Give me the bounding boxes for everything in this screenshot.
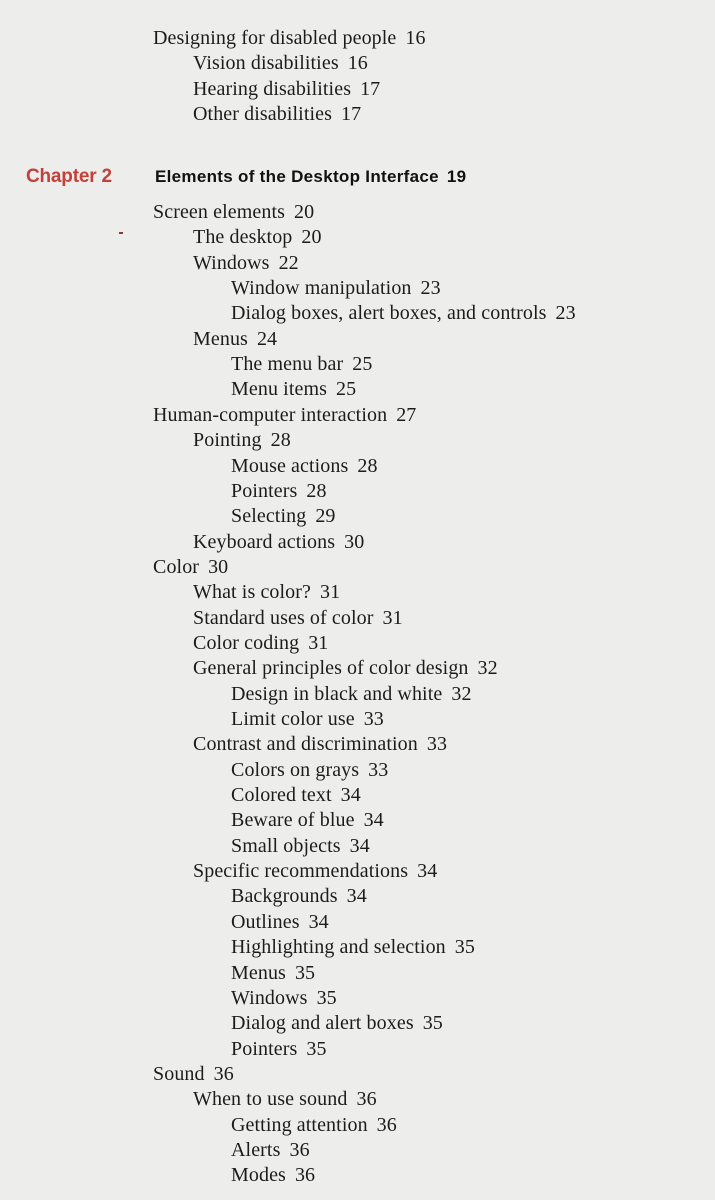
toc-entry-page-number: 31: [308, 631, 329, 654]
toc-entry: [193, 580, 340, 604]
toc-entry: [231, 352, 372, 376]
chapter-title: Elements of the Desktop Interface: [155, 167, 439, 186]
toc-entry-page-number: 16: [405, 27, 426, 49]
toc-entry-title: Sound: [153, 1062, 205, 1085]
toc-entry: [231, 682, 472, 706]
toc-entry: [193, 327, 277, 351]
toc-entry-page-number: 25: [336, 378, 357, 401]
toc-entry-page-number: 33: [368, 758, 389, 781]
toc-entry-page-number: 17: [341, 103, 362, 126]
toc-entry-title: The menu bar: [231, 353, 344, 376]
toc-entry-title: Screen elements: [153, 201, 285, 223]
toc-entry-title: What is color?: [193, 581, 312, 604]
chapter-label: Chapter 2: [26, 166, 112, 187]
toc-entry-title: The desktop: [193, 226, 293, 249]
toc-entry: [231, 808, 384, 832]
toc-entry-title: Highlighting and selection: [231, 936, 446, 959]
toc-entry-page-number: 35: [316, 986, 337, 1009]
toc-entry: [193, 102, 361, 126]
toc-entry-page-number: 27: [396, 403, 417, 426]
toc-entry-page-number: 30: [208, 555, 229, 578]
toc-entry-page-number: 25: [352, 353, 373, 376]
toc-entry: [231, 276, 441, 300]
toc-entry-page-number: 34: [363, 809, 384, 832]
toc-entry-page-number: 16: [347, 52, 368, 75]
toc-entry: [231, 479, 327, 503]
toc-entry-title: Dialog and alert boxes: [231, 1012, 414, 1035]
toc-entry: [153, 403, 416, 427]
toc-entry-title: Colored text: [231, 784, 332, 807]
chapter-heading: [155, 165, 466, 189]
toc-entry: [231, 1113, 397, 1137]
toc-entry-page-number: 35: [294, 961, 316, 984]
toc-entry: [231, 834, 370, 858]
toc-entry-page-number: 30: [344, 530, 365, 553]
toc-entry-title: Specific recommendations: [193, 860, 409, 883]
toc-entry: [193, 656, 498, 680]
toc-entry-page-number: 34: [308, 910, 329, 933]
toc-entry: [153, 26, 426, 50]
toc-entry: [193, 631, 328, 655]
toc-entry-page-number: 20: [301, 226, 322, 249]
toc-entry-title: Menus: [231, 961, 286, 984]
toc-entry: [231, 504, 336, 528]
toc-entry-title: Beware of blue: [231, 809, 355, 832]
toc-entry-title: Outlines: [231, 910, 300, 933]
toc-entry-title: Windows: [193, 251, 270, 274]
chapter-page-number: 19: [446, 167, 467, 186]
toc-entry: [231, 910, 329, 934]
toc-entry-page-number: 34: [346, 885, 367, 908]
toc-entry-page-number: 20: [294, 201, 315, 223]
toc-entry-page-number: 33: [363, 708, 384, 730]
toc-entry-title: Dialog boxes, alert boxes, and controls: [231, 302, 547, 325]
toc-entry: [153, 1062, 234, 1086]
toc-entry: [231, 758, 388, 782]
toc-entry-page-number: 24: [256, 327, 278, 350]
toc-entry-page-number: 23: [555, 302, 576, 325]
toc-entry-page-number: 28: [306, 479, 327, 502]
toc-entry-title: Standard uses of color: [193, 606, 374, 629]
toc-entry-page-number: 36: [376, 1113, 397, 1136]
toc-entry: [193, 859, 437, 883]
toc-entry: [153, 200, 314, 224]
toc-entry-page-number: 29: [315, 505, 336, 528]
toc-entry: [193, 251, 299, 275]
toc-entry: [231, 1011, 443, 1035]
toc-entry-title: When to use sound: [193, 1088, 348, 1111]
toc-entry: [193, 428, 291, 452]
toc-entry-title: Mouse actions: [231, 454, 349, 477]
toc-entry-title: General principles of color design: [193, 657, 469, 680]
toc-entry-page-number: 34: [417, 860, 438, 883]
toc-entry: [231, 1163, 315, 1187]
toc-entry: [231, 301, 576, 325]
toc-entry: [231, 454, 378, 478]
toc-entry: [231, 377, 356, 401]
toc-entry: [231, 884, 367, 908]
toc-entry-title: Vision disabilities: [193, 52, 339, 75]
toc-entry-title: Backgrounds: [231, 885, 338, 908]
toc-entry-page-number: 36: [213, 1062, 234, 1085]
toc-entry-title: Keyboard actions: [193, 530, 336, 553]
toc-entry: [231, 1037, 327, 1061]
toc-entry-title: Windows: [231, 986, 308, 1009]
toc-entry: [153, 555, 228, 579]
toc-entry-page-number: 31: [320, 581, 341, 604]
toc-entry-page-number: 32: [477, 657, 498, 680]
toc-entry-page-number: 31: [382, 606, 403, 629]
toc-entry: [193, 77, 380, 101]
toc-entry-title: Pointers: [231, 479, 298, 502]
toc-entry-title: Color: [153, 555, 200, 578]
toc-entry-page-number: 36: [356, 1088, 377, 1111]
toc-entry: [231, 1138, 310, 1162]
print-mark: [119, 232, 123, 234]
toc-entry-page-number: 35: [454, 936, 475, 959]
toc-entry: [231, 986, 337, 1010]
toc-entry-title: Small objects: [231, 834, 341, 857]
toc-entry-title: Selecting: [231, 505, 307, 528]
toc-entry-title: Other disabilities: [193, 103, 332, 126]
toc-entry-title: Modes: [231, 1164, 286, 1187]
toc-entry-title: Color coding: [193, 631, 300, 654]
toc-entry-page-number: 17: [360, 77, 381, 100]
toc-entry-title: Pointing: [193, 429, 262, 452]
toc-entry-page-number: 28: [270, 429, 291, 452]
toc-entry-page-number: 28: [357, 454, 378, 477]
toc-entry-title: Hearing disabilities: [193, 77, 352, 100]
toc-entry-title: Design in black and white: [231, 682, 443, 705]
toc-entry-page-number: 23: [420, 277, 441, 300]
toc-entry-title: Colors on grays: [231, 758, 360, 781]
toc-entry: [231, 935, 475, 959]
toc-entry: [193, 51, 368, 75]
toc-entry: [193, 606, 403, 630]
toc-entry-title: Menu items: [231, 378, 327, 401]
toc-entry-page-number: 34: [349, 834, 370, 857]
toc-entry-title: Pointers: [231, 1037, 298, 1060]
toc-entry-page-number: 34: [340, 784, 361, 807]
toc-entry-title: Designing for disabled people: [153, 27, 397, 49]
toc-entry-title: Contrast and discrimination: [193, 733, 418, 756]
toc-entry: [193, 1087, 377, 1111]
toc-entry: [231, 707, 384, 731]
toc-entry-title: Menus: [193, 327, 248, 350]
toc-entry-page-number: 36: [289, 1138, 310, 1161]
toc-entry: [193, 530, 364, 554]
toc-entry: [193, 225, 322, 249]
toc-entry-title: Human-computer interaction: [153, 403, 388, 426]
toc-entry: [231, 783, 361, 807]
toc-entry-title: Window manipulation: [231, 277, 412, 300]
toc-entry-title: Limit color use: [231, 708, 355, 730]
toc-entry-page-number: 32: [451, 682, 472, 705]
toc-entry-page-number: 35: [422, 1012, 443, 1035]
toc-entry-page-number: 33: [426, 733, 448, 756]
toc-entry: [231, 961, 315, 985]
toc-entry-title: Getting attention: [231, 1113, 368, 1136]
toc-entry-page-number: 36: [294, 1164, 316, 1187]
toc-entry-page-number: 22: [278, 251, 299, 274]
toc-entry: [193, 732, 447, 756]
toc-entry-title: Alerts: [231, 1138, 281, 1161]
toc-entry-page-number: 35: [306, 1037, 327, 1060]
